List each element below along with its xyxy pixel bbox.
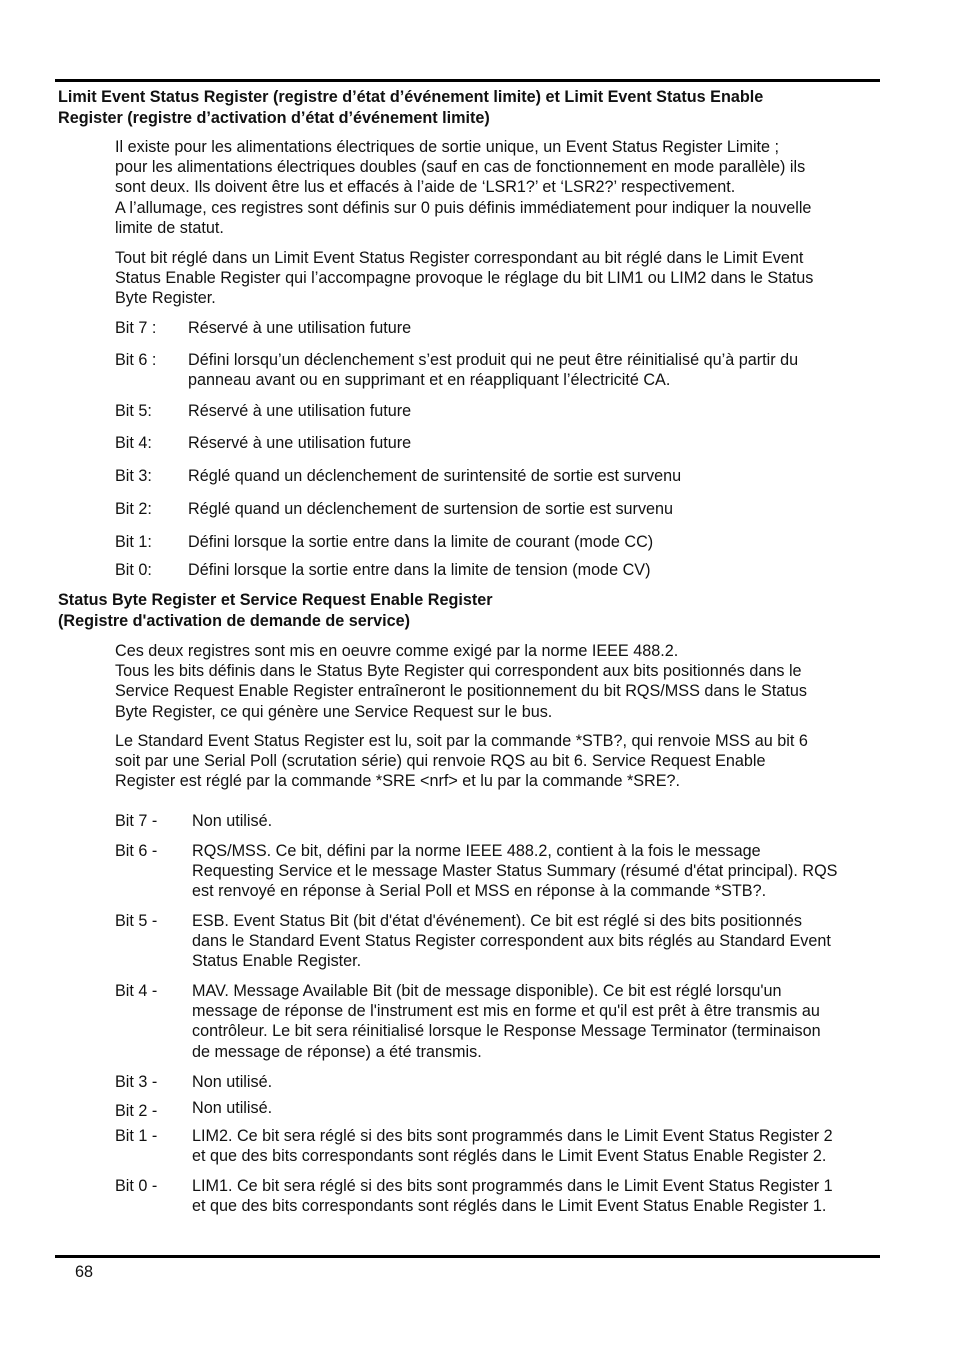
text-line: Réglé quand un déclenchement de surtension de sortie est survenu xyxy=(188,500,674,518)
bit-description xyxy=(192,811,912,831)
text-line: dans le Standard Event Status Register correspondent aux bits réglés au Standard Event xyxy=(192,932,831,951)
section-heading-limit-event xyxy=(58,87,888,128)
text-line: de message de réponse) a été transmis. xyxy=(192,1042,482,1061)
text-line: Status Enable Register qui l’accompagne provoque le réglage du bit LIM1 ou LIM2 dans le Status xyxy=(115,269,814,288)
bit-label: Bit 6 - xyxy=(115,842,158,860)
text-line: limite de statut. xyxy=(115,218,224,237)
text-line: Défini lorsque la sortie entre dans la limite de tension (mode CV) xyxy=(188,561,651,579)
bit-description xyxy=(192,841,912,902)
bit-label: Bit 7 : xyxy=(115,319,157,337)
text-line: Requesting Service et le message Master Status Summary (résumé d'état principal). RQS xyxy=(192,862,838,881)
bit-label: Bit 0: xyxy=(115,561,152,579)
text-line: RQS/MSS. Ce bit, défini par la norme IEEE 488.2, contient à la fois le message xyxy=(192,842,761,860)
bit-description xyxy=(188,318,908,338)
text-line: Register est réglé par la commande *SRE <nrf> et lu par la commande *SRE?. xyxy=(115,772,681,791)
text-line: panneau avant ou en supprimant et en réappliquant l’électricité CA. xyxy=(188,371,671,390)
page-number: 68 xyxy=(75,1263,94,1281)
bit-label: Bit 0 - xyxy=(115,1177,158,1195)
text-line: Réservé à une utilisation future xyxy=(188,402,412,420)
bit-label: Bit 1: xyxy=(115,533,152,551)
text-line: Réservé à une utilisation future xyxy=(188,319,412,337)
bit-description xyxy=(188,350,908,390)
text-line: Non utilisé. xyxy=(192,1073,273,1091)
text-line: Status Enable Register. xyxy=(192,952,362,971)
text-line: Défini lorsque la sortie entre dans la limite de courant (mode CC) xyxy=(188,533,654,551)
bit-label: Bit 3: xyxy=(115,467,152,485)
text-line: message de réponse de l'instrument est mis en forme et qu'il est prêt à être transmis au xyxy=(192,1002,820,1021)
bit-description xyxy=(192,1072,912,1092)
text-line: Byte Register, ce qui génère une Service Request sur le bus. xyxy=(115,702,553,721)
text-line: Le Standard Event Status Register est lu, soit par la commande *STB?, qui renvoie MSS au bit 6 xyxy=(115,732,808,750)
heading-line: Status Byte Register et Service Request Enable Register xyxy=(58,591,493,609)
text-line: MAV. Message Available Bit (bit de message disponible). Ce bit est réglé lorsqu'un xyxy=(192,982,782,1000)
bottom-rule xyxy=(55,1255,880,1258)
text-line: Ces deux registres sont mis en oeuvre comme exigé par la norme IEEE 488.2. xyxy=(115,642,679,660)
heading-line: (Registre d'activation de demande de service) xyxy=(58,611,410,630)
top-rule xyxy=(55,79,880,82)
bit-description xyxy=(192,1098,912,1118)
text-line: et que des bits correspondants sont réglés dans le Limit Event Status Enable Register 2. xyxy=(192,1147,827,1166)
paragraph xyxy=(115,248,890,309)
text-line: Service Request Enable Register entraîneront le positionnement du bit RQS/MSS dans le Status xyxy=(115,682,807,701)
text-line: Tous les bits définis dans le Status Byte Register qui correspondent aux bits positionnés dans le xyxy=(115,662,802,681)
text-line: contrôleur. Le bit sera réinitialisé lorsque le Response Message Terminator (terminaison xyxy=(192,1022,821,1041)
bit-label: Bit 5 - xyxy=(115,912,158,930)
bit-description xyxy=(188,499,908,519)
bit-description xyxy=(188,532,908,552)
bit-description xyxy=(188,401,908,421)
bit-label: Bit 5: xyxy=(115,402,152,420)
bit-description xyxy=(192,911,912,972)
text-line: Défini lorsqu’un déclenchement s’est produit qui ne peut être réinitialisé qu’à partir du xyxy=(188,351,799,369)
text-line: LIM2. Ce bit sera réglé si des bits sont programmés dans le Limit Event Status Register 2 xyxy=(192,1127,833,1145)
text-line: est renvoyé en réponse à Serial Poll et MSS en réponse à la commande *STB?. xyxy=(192,882,767,901)
text-line: Réglé quand un déclenchement de surintensité de sortie est survenu xyxy=(188,467,682,485)
bit-description xyxy=(192,1176,912,1216)
bit-label: Bit 4 - xyxy=(115,982,158,1000)
bit-description xyxy=(192,981,912,1062)
text-line: A l’allumage, ces registres sont définis sur 0 puis définis immédiatement pour indiquer la nouvelle xyxy=(115,198,812,217)
text-line: LIM1. Ce bit sera réglé si des bits sont programmés dans le Limit Event Status Register 1 xyxy=(192,1177,833,1195)
bit-description xyxy=(188,433,908,453)
text-line: ESB. Event Status Bit (bit d'état d'événement). Ce bit est réglé si des bits positionnés xyxy=(192,912,802,930)
bit-description xyxy=(188,466,908,486)
bit-description xyxy=(192,1126,912,1166)
text-line: Tout bit réglé dans un Limit Event Status Register correspondant au bit réglé dans le Limit Event xyxy=(115,249,804,267)
heading-line: Register (registre d’activation d’état d’événement limite) xyxy=(58,108,490,127)
paragraph xyxy=(115,137,890,238)
text-line: et que des bits correspondants sont réglés dans le Limit Event Status Enable Register 1. xyxy=(192,1197,827,1216)
bit-label: Bit 2: xyxy=(115,500,152,518)
section-heading-status-byte xyxy=(58,590,888,631)
text-line: Non utilisé. xyxy=(192,812,273,830)
bit-label: Bit 3 - xyxy=(115,1073,158,1091)
text-line: Byte Register. xyxy=(115,289,216,308)
paragraph xyxy=(115,731,890,792)
text-line: Il existe pour les alimentations électriques de sortie unique, un Event Status Register Limite ; xyxy=(115,138,780,156)
bit-label: Bit 6 : xyxy=(115,351,157,369)
bit-label: Bit 7 - xyxy=(115,812,158,830)
heading-line: Limit Event Status Register (registre d’état d’événement limite) et Limit Event Status Enable xyxy=(58,88,764,106)
paragraph xyxy=(115,641,890,722)
text-line: pour les alimentations électriques doubles (sauf en cas de fonctionnement en mode parallèle) ils xyxy=(115,158,806,177)
text-line: soit par une Serial Poll (scrutation série) qui renvoie RQS au bit 6. Service Request Enable xyxy=(115,752,766,771)
text-line: Non utilisé. xyxy=(192,1099,273,1117)
bit-description xyxy=(188,560,908,580)
text-line: sont deux. Ils doivent être lus et effacés à l’aide de ‘LSR1?’ et ‘LSR2?’ respectivement. xyxy=(115,178,736,197)
text-line: Réservé à une utilisation future xyxy=(188,434,412,452)
bit-label: Bit 4: xyxy=(115,434,152,452)
bit-label: Bit 2 - xyxy=(115,1102,158,1120)
bit-label: Bit 1 - xyxy=(115,1127,158,1145)
